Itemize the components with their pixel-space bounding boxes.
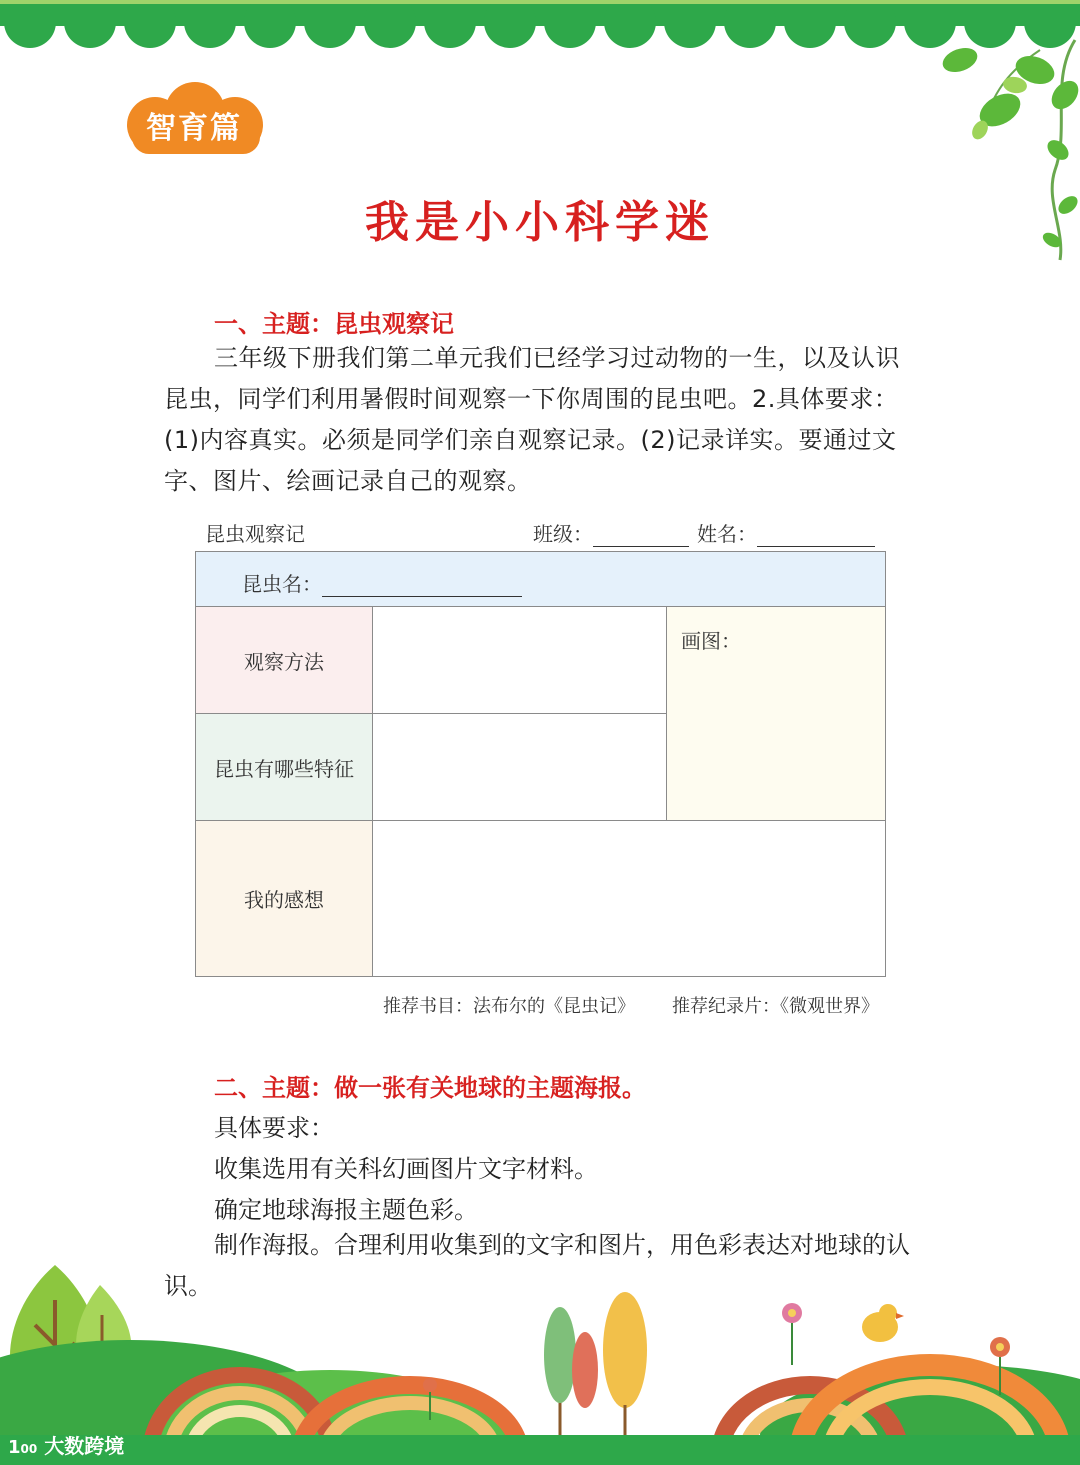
page-title: 我是小小科学迷 bbox=[365, 197, 715, 248]
section2-heading: 二、主题：做一张有关地球的主题海报。 bbox=[214, 1073, 646, 1102]
features-label-cell bbox=[195, 713, 373, 821]
insect-name-label: 昆虫名： bbox=[242, 572, 322, 596]
recommended-film: 推荐纪录片：《微观世界》 bbox=[672, 996, 879, 1017]
section1-paragraph: 三年级下册我们第二单元我们已经学习过动物的一生，以及认识昆虫，同学们利用暑假时间观察一下你周围的昆虫吧。2.具体要求：(1)内容真实。必须是同学们亲自观察记录。(2)记录详实。要通过文字、图片、绘画记录自己的观察。 bbox=[164, 344, 900, 495]
watermark-logo-icon: 100 bbox=[8, 1437, 38, 1458]
features-label: 昆虫有哪些特征 bbox=[214, 756, 354, 781]
thoughts-answer-cell[interactable] bbox=[372, 820, 886, 977]
watermark bbox=[8, 1430, 124, 1459]
class-blank[interactable] bbox=[593, 524, 689, 547]
watermark-text: 大数跨境 bbox=[44, 1434, 125, 1458]
section1-heading: 一、主题：昆虫观察记 bbox=[214, 309, 454, 338]
method-label: 观察方法 bbox=[244, 649, 324, 674]
name-blank[interactable] bbox=[757, 524, 875, 547]
class-label: 班级： bbox=[533, 522, 593, 546]
thoughts-label-cell bbox=[195, 820, 373, 977]
method-label-cell bbox=[195, 606, 373, 714]
section2-line: 确定地球海报主题色彩。 bbox=[214, 1196, 478, 1224]
thoughts-label: 我的感想 bbox=[244, 888, 324, 912]
name-field bbox=[697, 518, 875, 547]
section2-line: 收集选用有关科幻画图片文字材料。 bbox=[214, 1155, 598, 1183]
name-label: 姓名： bbox=[697, 522, 757, 546]
form-title: 昆虫观察记 bbox=[205, 522, 305, 546]
insect-name-blank[interactable] bbox=[322, 574, 522, 597]
drawing-cell[interactable] bbox=[666, 606, 886, 821]
section2-line: 具体要求： bbox=[214, 1114, 334, 1142]
bottom-landscape-decoration bbox=[0, 1255, 1080, 1465]
drawing-label: 画图： bbox=[681, 629, 741, 653]
class-field bbox=[533, 518, 689, 547]
recommended-book: 推荐书目：法布尔的《昆虫记》 bbox=[383, 996, 635, 1017]
features-answer-cell[interactable] bbox=[372, 713, 667, 821]
section-badge: 智育篇 bbox=[146, 111, 242, 146]
insect-name-row bbox=[195, 551, 886, 607]
section2-last-line: 制作海报。合理利用收集到的文字和图片，用色彩表达对地球的认识。 bbox=[164, 1231, 910, 1300]
method-answer-cell[interactable] bbox=[372, 606, 667, 714]
